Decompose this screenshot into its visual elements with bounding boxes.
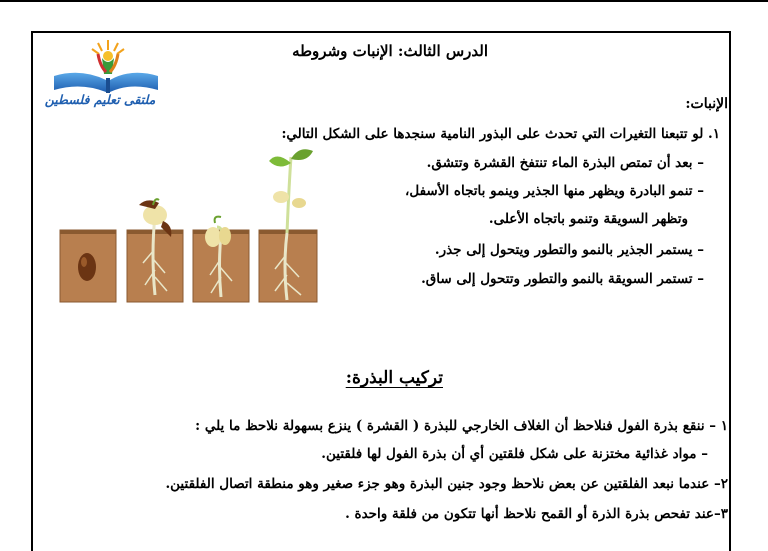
seed-structure-point: – مواد غذائية مختزنة على شكل فلقتين أي أن بذرة الفول لها فلقتين. [321, 446, 708, 462]
germination-point: – تستمر السويقة بالنمو والتطور وتتحول إلى ساق. [421, 271, 704, 287]
seed-structure-point: ٣–عند تفحص بذرة الذرة أو القمح نلاحظ أنها تتكون من فلقة واحدة . [345, 506, 728, 522]
germination-heading: الإنبات: [685, 96, 728, 112]
seed-structure-heading: تركيب البذرة: [345, 368, 443, 388]
seed-structure-point: ١ – ننقع بذرة الفول فنلاحظ أن الغلاف الخارجي للبذرة ( القشرة ) ينزع بسهولة نلاحظ ما يلي : [195, 418, 728, 434]
page-top-border [0, 0, 768, 2]
germination-stages-illustration [55, 145, 325, 305]
stage-4-seedling [259, 149, 317, 302]
germination-point: – يستمر الجذير بالنمو والتطور ويتحول إلى جذر. [434, 242, 704, 258]
stage-1-seed [60, 230, 116, 302]
germination-intro: ١. لو تتبعنا التغيرات التي تحدث على البذور النامية سنجدها على الشكل التالي: [281, 126, 720, 142]
seed-structure-point: ٢– عندما نبعد الفلقتين عن بعض نلاحظ وجود جنين البذرة وهو جزء صغير وهو منطقة اتصال الفلقتين. [165, 476, 728, 492]
logo-text: ملتقى تعليم فلسطين [44, 92, 156, 107]
germination-point: وتظهر السويقة وتنمو باتجاه الأعلى. [488, 211, 688, 227]
germination-point: – بعد أن تمتص البذرة الماء تنتفخ القشرة وتتشق. [426, 155, 704, 171]
stage-2-root [127, 199, 183, 302]
stage-3-stem [193, 217, 249, 302]
germination-point: – تنمو البادرة ويظهر منها الجذير وينمو باتجاه الأسفل، [405, 183, 704, 199]
lesson-title: الدرس الثالث: الإنبات وشروطه [292, 42, 488, 60]
